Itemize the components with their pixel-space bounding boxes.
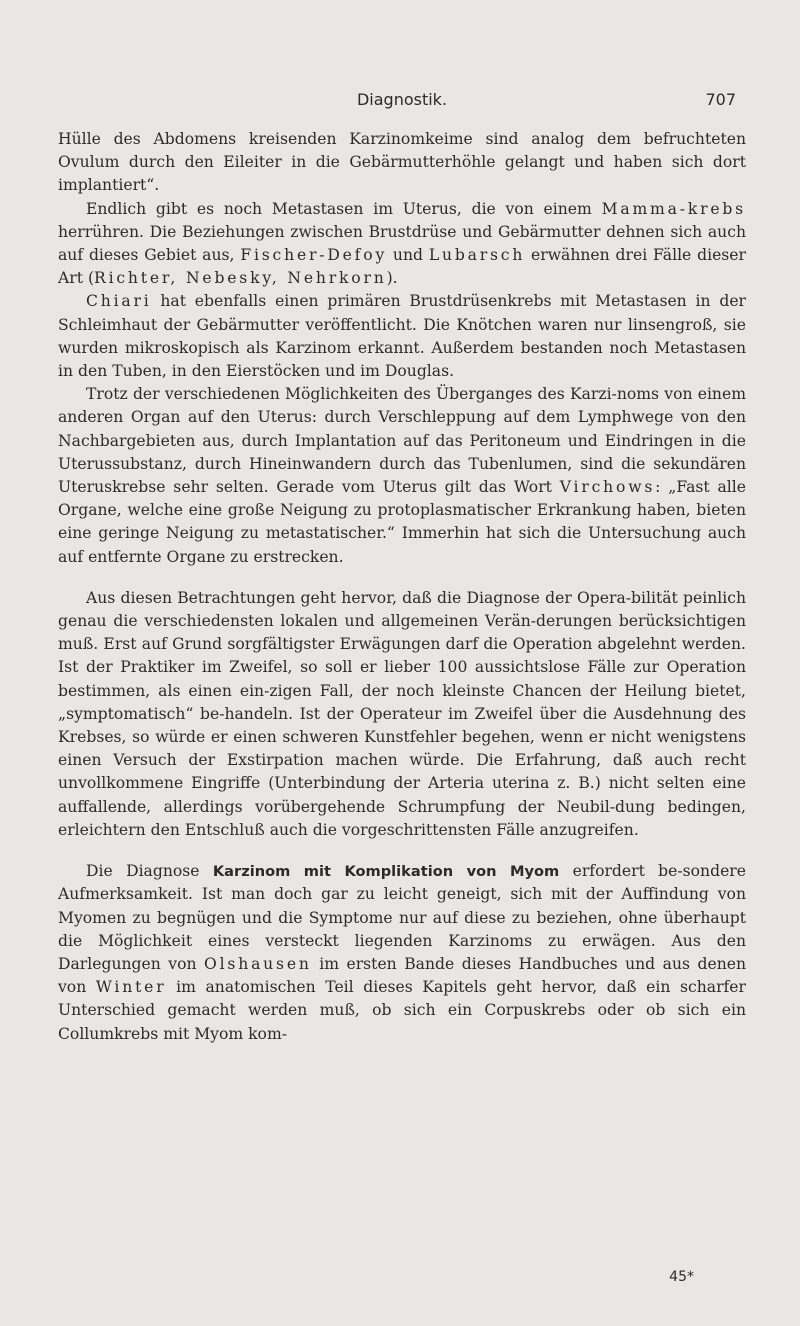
paragraph-4: Trotz der verschiedenen Möglichkeiten des Überganges des Karzi-noms von einem anderen Organ auf den Uterus: durch Verschleppung auf dem Lymphwege von den Nachbargebieten aus, durch Implantation auf das Peritoneum und Eindringen in die Uterussubstanz, durch Hineinwandern durch das Tubenlumen, sind die sekundären Uteruskrebse sehr selten. Gerade vom Uterus gilt das Wort Virchows: „Fast alle Organe, welche eine große Neigung zu protoplasmatischer Erkrankung haben, bieten eine geringe Neigung zu metastatischer.“ Immerhin hat sich die Untersuchung auch auf entfernte Organe zu erstrecken.: [58, 385, 746, 566]
paragraph-3: Chiari hat ebenfalls einen primären Brustdrüsenkrebs mit Metastasen in der Schleimhaut der Gebärmutter veröffentlicht. Die Knötchen waren nur linsengroß, sie wurden mikroskopisch als Karzinom erkannt. Außerdem bestanden noch Metastasen in den Tuben, in den Eierstöcken und im Douglas.: [58, 292, 746, 381]
sheet-signature: 45*: [669, 1269, 694, 1285]
running-header: [58, 90, 746, 114]
paragraph-6: Die Diagnose Karzinom mit Komplikation von Myom erfordert be-sondere Aufmerksamkeit. Ist man doch gar zu leicht geneigt, sich mit der Auffindung von Myomen zu begnügen und die Symptome nur auf diese zu beziehen, ohne überhaupt die Möglichkeit eines versteckt liegenden Karzinoms zu erwägen. Aus den Darlegungen von Olshausen im ersten Bande dieses Handbuches und aus denen von Winter im anatomischen Teil dieses Kapitels geht hervor, daß ein scharfer Unterschied gemacht werden muß, ob sich ein Corpuskrebs oder ob sich ein Collumkrebs mit Myom kom-: [58, 862, 747, 1043]
paragraph-2: Endlich gibt es noch Metastasen im Uterus, die von einem Mamma-krebs herrühren. Die Beziehungen zwischen Brustdrüse und Gebärmutter dehnen sich auch auf dieses Gebiet aus, Fischer-Defoy und Lubarsch erwähnen drei Fälle dieser Art (Richter, Nebesky, Nehrkorn).: [58, 199, 746, 288]
paragraph-5: Aus diesen Betrachtungen geht hervor, daß die Diagnose der Opera-bilität peinlich genau die verschiedensten lokalen und allgemeinen Verän-derungen berücksichtigen muß. Erst auf Grund sorgfältigster Erwägungen darf die Operation abgelehnt werden. Ist der Praktiker im Zweifel, so soll er lieber 100 aussichtslose Fälle zur Operation bestimmen, als einen ein-zigen Fall, der noch kleinste Chancen der Heilung bietet, „symptomatisch“ be-handeln. Ist der Operateur im Zweifel über die Ausdehnung des Krebses, so würde er einen schweren Kunstfehler begehen, wenn er nicht wenigstens einen Versuch der Exstirpation machen würde. Die Erfahrung, daß auch recht unvollkommene Eingriffe (Unterbindung der Arteria uterina z. B.) nicht selten eine auffallende, allerdings vorübergehende Schrumpfung der Neubil-dung bedingen, erleichtern den Entschluß auch die vorgeschrittensten Fälle anzugreifen.: [58, 588, 746, 839]
paragraph-1: Hülle des Abdomens kreisenden Karzinomkeime sind analog dem befruchteten Ovulum durch den Eileiter in die Gebärmutterhöhle gelangt und haben sich dort implantiert“.: [58, 130, 746, 195]
running-title: Diagnostik.: [356, 90, 448, 109]
page-number: 707: [705, 90, 736, 109]
body-text: [58, 128, 746, 1046]
